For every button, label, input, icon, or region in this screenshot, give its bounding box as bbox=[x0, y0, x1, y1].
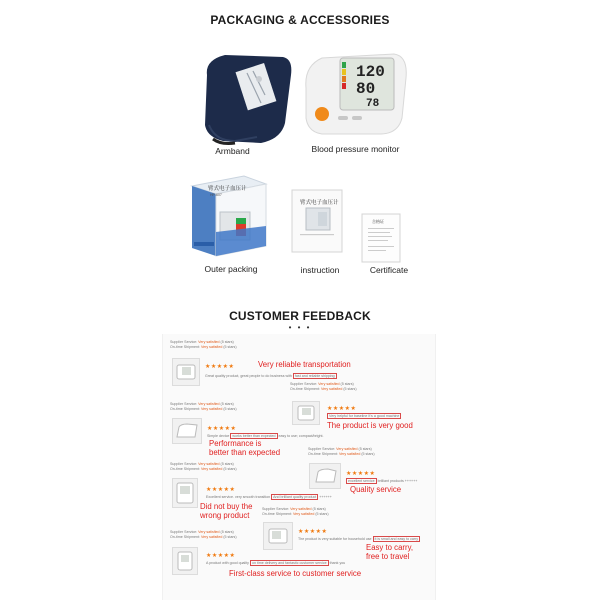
review6-ratings: Supplier Service: Very satisfied (5 stars) On-time Shipment: Very satisfied (5 stars) bbox=[262, 507, 329, 516]
armband-image bbox=[195, 45, 300, 145]
review3-annotation-line2: better than expected bbox=[209, 448, 281, 457]
review3-thumbnail bbox=[172, 418, 202, 444]
blood-pressure-monitor-image bbox=[300, 48, 410, 138]
monitor-dia-reading: 80 bbox=[356, 80, 376, 98]
review1-annotation: Very reliable transportation bbox=[258, 360, 351, 369]
review2-thumbnail bbox=[292, 401, 320, 425]
review3-annotation-line1: Performance is bbox=[209, 439, 262, 448]
feedback-title-dots: • • • bbox=[288, 323, 312, 332]
monitor-pulse-reading: 78 bbox=[366, 98, 380, 110]
review2-monitor-icon bbox=[293, 402, 319, 424]
review6-annotation-line1: Easy to carry, bbox=[366, 543, 414, 552]
review5-ratings: Supplier Service: Very satisfied (5 stars) On-time Shipment: Very satisfied (5 stars) bbox=[170, 462, 237, 471]
feedback-section-title: CUSTOMER FEEDBACK bbox=[229, 309, 371, 323]
review5-thumbnail bbox=[172, 478, 198, 508]
review7-stars: ★★★★★ bbox=[206, 553, 236, 559]
review4-thumbnail bbox=[309, 463, 341, 489]
review5-device-icon bbox=[173, 479, 197, 507]
review5-annotation-line1: Did not buy the bbox=[200, 502, 253, 511]
certificate-image bbox=[360, 212, 404, 264]
review4-monitor-icon bbox=[310, 464, 340, 488]
monitor-caption: Blood pressure monitor bbox=[311, 144, 400, 154]
armband-caption: Armband bbox=[215, 146, 250, 156]
manual-title: 臂式电子血压计 bbox=[300, 200, 339, 206]
outer-packing-caption: Outer packing bbox=[204, 264, 258, 274]
instruction-manual-image bbox=[288, 188, 348, 254]
review4-text: excellent service brilliant products ++++++ bbox=[348, 479, 418, 483]
review1-thumbnail bbox=[172, 358, 200, 386]
review3-stars: ★★★★★ bbox=[207, 426, 237, 432]
packaging-section-title: PACKAGING & ACCESSORIES bbox=[210, 13, 390, 27]
review7-ratings: Supplier Service: Very satisfied (5 stars) On-time Shipment: Very satisfied (5 stars) bbox=[170, 530, 237, 539]
review6-stars: ★★★★★ bbox=[298, 529, 328, 535]
review2-text: Very helpful for baseline It's a good machine bbox=[329, 414, 400, 418]
review4-ratings: Supplier Service: Very satisfied (5 stars) On-time Shipment: Very satisfied (5 stars) bbox=[308, 447, 375, 456]
review5-stars: ★★★★★ bbox=[206, 487, 236, 493]
review7-annotation: First-class service to customer service bbox=[229, 569, 362, 578]
review5-text: Excellent service. very smooth transition And brilliant quality product ++++++ bbox=[206, 495, 332, 499]
review7-text: A product with good quality on time delivery and fantastic customer service thank you bbox=[206, 561, 346, 565]
review3-monitor-icon bbox=[173, 419, 201, 443]
review1-stars: ★★★★★ bbox=[205, 364, 235, 370]
certificate-title: 合格证 bbox=[372, 219, 384, 224]
review6-monitor-icon bbox=[264, 523, 292, 549]
box-model: HP-607 bbox=[210, 193, 222, 197]
review7-device-icon bbox=[173, 548, 197, 574]
instruction-caption: instruction bbox=[300, 265, 340, 275]
review4-annotation: Quality service bbox=[350, 485, 402, 494]
review3-text: Simple device works better than expected easy to use; compact/bright. bbox=[207, 434, 324, 438]
review2-stars: ★★★★★ bbox=[327, 406, 357, 412]
review1-monitor-icon bbox=[173, 359, 199, 385]
review2-annotation: The product is very good bbox=[327, 421, 413, 430]
outer-packing-image bbox=[188, 172, 270, 260]
review6-thumbnail bbox=[263, 522, 293, 550]
review2-ratings: Supplier Service: Very satisfied (5 stars) On-time Shipment: Very satisfied (5 stars) bbox=[290, 382, 357, 391]
review4-stars: ★★★★★ bbox=[346, 471, 376, 477]
review7-thumbnail bbox=[172, 547, 198, 575]
review1-ratings: Supplier Service: Very satisfied (5 stars) On-time Shipment: Very satisfied (5 stars) bbox=[170, 340, 237, 349]
certificate-caption: Certificate bbox=[369, 265, 409, 275]
review6-text: The product is very suitable for household use It is small and easy to carry bbox=[298, 537, 419, 541]
review5-annotation-line2: wrong product bbox=[200, 511, 250, 520]
monitor-sys-reading: 120 bbox=[356, 63, 385, 81]
review6-annotation-line2: free to travel bbox=[366, 552, 410, 561]
box-title: 臂式电子血压计 bbox=[208, 186, 247, 192]
review3-ratings: Supplier Service: Very satisfied (5 stars) On-time Shipment: Very satisfied (5 stars) bbox=[170, 402, 237, 411]
review1-text: Great quality product, great people to do business with fast and reliable shipping bbox=[205, 374, 335, 378]
